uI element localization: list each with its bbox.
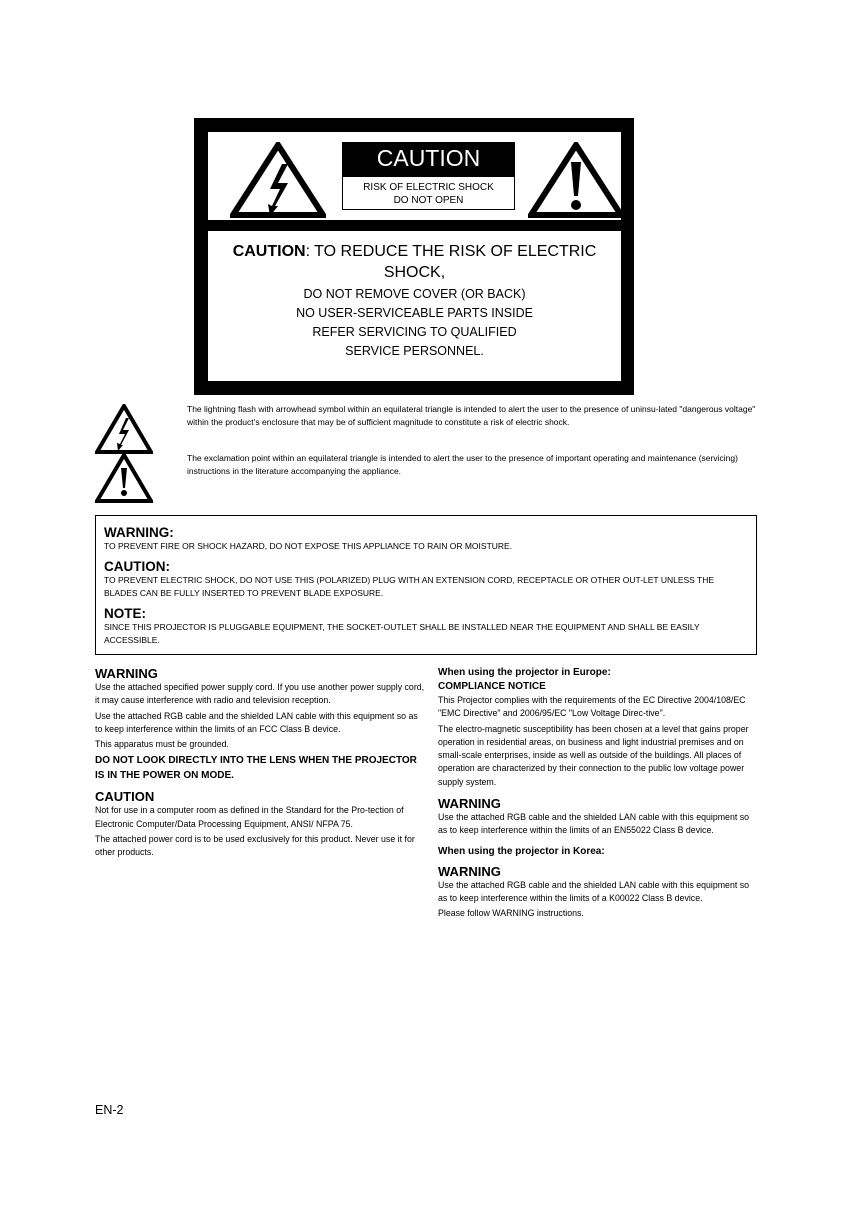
korea-warning-heading: WARNING xyxy=(438,863,501,879)
europe-warning-heading: WARNING xyxy=(438,796,501,812)
warning-heading: WARNING: xyxy=(104,525,174,540)
left-caution-paragraph-2: The attached power cord is to be used exclusively for this product. Never use it for other products. xyxy=(95,834,415,858)
note-heading: NOTE: xyxy=(104,606,146,621)
compliance-heading: COMPLIANCE NOTICE xyxy=(438,681,546,692)
warning-box xyxy=(95,515,757,655)
caution-line-4: SERVICE PERSONNEL. xyxy=(345,344,484,358)
right-column xyxy=(438,666,758,923)
lightning-symbol-description: The lightning flash with arrowhead symbol within an equilateral triangle is intended to alert the user to the presence of uninsu-lated "dangerous voltage" within the product’s enclosure that may be of sufficient magnitude to constitute a risk of electric shock. xyxy=(187,404,756,427)
exclamation-symbol-icon xyxy=(95,453,153,503)
korea-heading: When using the projector in Korea: xyxy=(438,845,605,857)
caution-line-1: DO NOT REMOVE COVER (OR BACK) xyxy=(303,287,526,301)
europe-heading: When using the projector in Europe: xyxy=(438,667,611,678)
caution-title: CAUTION xyxy=(343,143,514,177)
left-warning-heading: WARNING xyxy=(95,666,158,681)
caution-heading-box: CAUTION: xyxy=(104,559,170,574)
left-warning-paragraph-3: This apparatus must be grounded. xyxy=(95,739,229,750)
europe-warning-text: Use the attached RGB cable and the shielded LAN cable with this equipment so as to keep interference within the limits of an EN55022 Class B device. xyxy=(438,812,750,836)
lightning-warning-icon xyxy=(230,142,326,218)
caution-line-2: NO USER-SERVICEABLE PARTS INSIDE xyxy=(296,306,533,320)
caution-line-3: REFER SERVICING TO QUALIFIED xyxy=(312,325,517,339)
caution-subtitle-2: DO NOT OPEN xyxy=(393,195,464,206)
lightning-symbol-icon xyxy=(95,404,153,454)
caution-label xyxy=(194,118,634,395)
korea-warning-follow: Please follow WARNING instructions. xyxy=(438,908,584,919)
korea-warning-text: Use the attached RGB cable and the shielded LAN cable with this equipment so as to keep interference within the limits of a K00022 Class B device. xyxy=(438,879,750,903)
left-caution-paragraph-1: Not for use in a computer room as defined in the Standard for the Pro-tection of Electronic Computer/Data Processing Equipment, ANSI/ NFPA 75. xyxy=(95,805,404,829)
caution-text: TO PREVENT ELECTRIC SHOCK, DO NOT USE THIS (POLARIZED) PLUG WITH AN EXTENSION CORD, RECEPTACLE OR OTHER OUT-LET UNLESS THE BLADES CAN BE FULLY INSERTED TO PREVENT BLADE EXPOSURE. xyxy=(104,575,715,598)
note-text: SINCE THIS PROJECTOR IS PLUGGABLE EQUIPMENT, THE SOCKET-OUTLET SHALL BE INSTALLED NEAR THE EQUIPMENT AND SHALL BE EASILY ACCESSIBLE. xyxy=(104,622,700,645)
caution-label-top xyxy=(208,132,621,220)
caution-subtitle-1: RISK OF ELECTRIC SHOCK xyxy=(363,182,494,193)
caution-sign xyxy=(342,142,515,210)
page-number: EN-2 xyxy=(95,1103,124,1117)
exclamation-warning-icon xyxy=(528,142,624,218)
compliance-paragraph-2: The electro-magnetic susceptibility has been chosen at a level that gains proper operation in residential areas, on business and light industrial premises and on small-scale enterprises, inside as well as outside of the buildings. All places of operation are characterized by their connection to the public low voltage power supply system. xyxy=(438,723,749,787)
left-caution-heading: CAUTION xyxy=(95,789,155,805)
lens-warning: DO NOT LOOK DIRECTLY INTO THE LENS WHEN THE PROJECTOR IS IN THE POWER ON MODE. xyxy=(95,755,417,782)
compliance-paragraph-1: This Projector complies with the requirements of the EC Directive 2004/108/EC "EMC Directive" and 2006/95/EC "Low Voltage Direc-tive". xyxy=(438,695,746,719)
left-warning-paragraph-1: Use the attached specified power supply cord. If you use another power supply cord, it may cause interference with radio and television reception. xyxy=(95,682,425,706)
warning-text: TO PREVENT FIRE OR SHOCK HAZARD, DO NOT EXPOSE THIS APPLIANCE TO RAIN OR MOISTURE. xyxy=(104,541,513,551)
exclamation-symbol-description: The exclamation point within an equilateral triangle is intended to alert the user to the presence of important operating and maintenance (servicing) instructions in the literature accompanying the appliance. xyxy=(187,453,738,476)
left-column xyxy=(95,666,425,862)
caution-label-bottom xyxy=(208,231,621,381)
caution-heading: CAUTION: TO REDUCE THE RISK OF ELECTRIC SHOCK, xyxy=(232,243,597,281)
left-warning-paragraph-2: Use the attached RGB cable and the shielded LAN cable with this equipment so as to keep interference within the limits of an FCC Class B device. xyxy=(95,710,418,734)
